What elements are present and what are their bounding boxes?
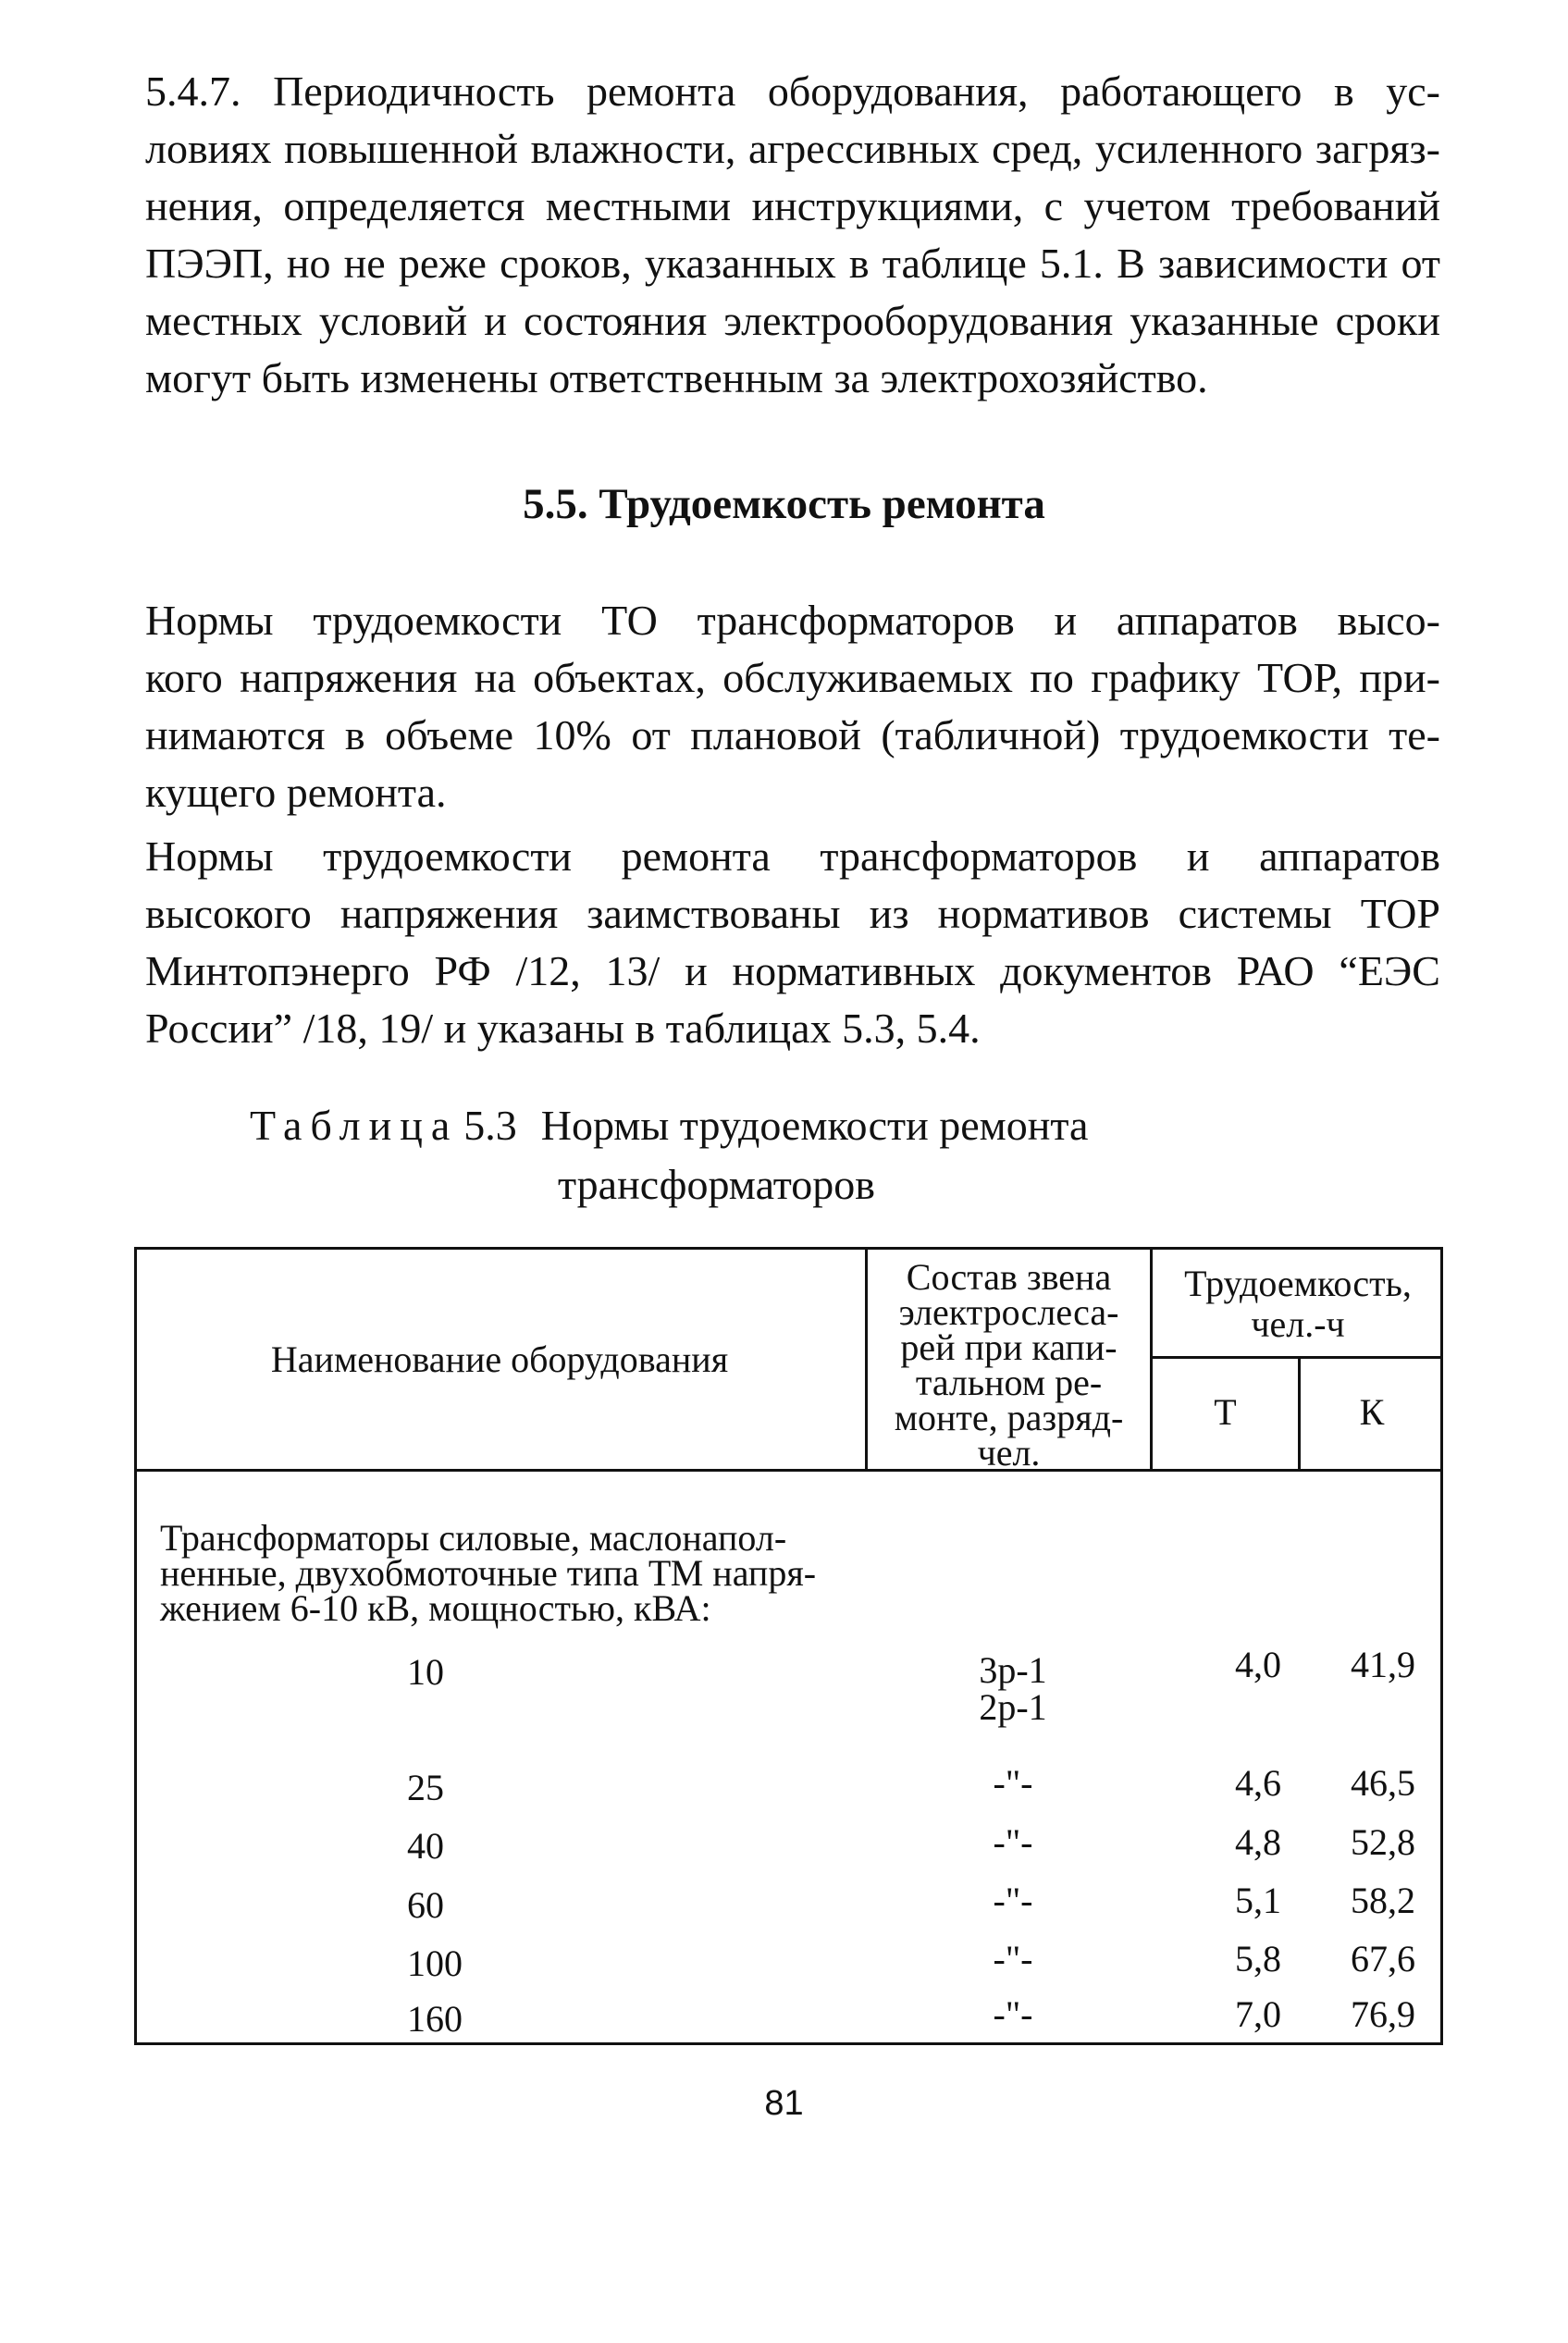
- table-row-power: 40: [407, 1825, 444, 1867]
- header-equipment-name: Наименование оборудования: [270, 1338, 729, 1380]
- text-line: 5.4.7. Периодичность ремонта оборудования, работающего в ус-: [145, 68, 1440, 115]
- header-crew-line: Состав звена: [906, 1256, 1112, 1298]
- table-row-k: 58,2: [1351, 1880, 1415, 1921]
- table-row-crew: -"-: [993, 1938, 1033, 1979]
- table-row-t: 5,8: [1235, 1938, 1281, 1979]
- header-crew: [868, 1256, 1150, 1474]
- table-row-t: 5,1: [1235, 1880, 1281, 1921]
- paragraph-repair-norms: [145, 828, 1440, 1057]
- header-labor-line: чел.-ч: [1251, 1303, 1345, 1345]
- table-row-k: 52,8: [1351, 1821, 1415, 1863]
- table-row-k: 41,9: [1351, 1644, 1415, 1685]
- group-title-line: Трансформаторы силовые, маслонапол-: [160, 1517, 787, 1559]
- table-caption-label: Таблица: [250, 1102, 459, 1149]
- text-line: кого напряжения на объектах, обслуживаемых по графику ТОР, при-: [145, 654, 1440, 701]
- text-line: местных условий и состояния электрооборудования указанные сроки: [145, 297, 1440, 344]
- text-line: кущего ремонта.: [145, 769, 447, 816]
- text-line: высокого напряжения заимствованы из нормативов системы ТОР: [145, 890, 1440, 937]
- table-row-power: 60: [407, 1884, 444, 1926]
- text-line: могут быть изменены ответственным за электрохозяйство.: [145, 354, 1208, 401]
- table-row-k: 76,9: [1351, 1993, 1415, 2035]
- text-line: Нормы трудоемкости ремонта трансформаторов и аппаратов: [145, 832, 1440, 880]
- text-line: Минтопэнерго РФ /12, 13/ и нормативных документов РАО “ЕЭС: [145, 947, 1440, 994]
- header-crew-line: электрослеса-: [898, 1291, 1119, 1333]
- table-row-power: 10: [407, 1651, 444, 1693]
- header-labor-line: Трудоемкость,: [1184, 1263, 1412, 1304]
- table-caption-number: 5.3: [463, 1102, 517, 1149]
- paragraph-5-4-7: [145, 63, 1440, 407]
- table-row-crew: [962, 1649, 1064, 1728]
- group-title-line: ненные, двухобмоточные типа ТМ напря-: [160, 1552, 817, 1594]
- header-crew-line: монте, разряд-: [894, 1397, 1124, 1438]
- table-row-k: 67,6: [1351, 1938, 1415, 1979]
- crew-line: 2р-1: [979, 1686, 1047, 1728]
- header-crew-line: тальном ре-: [915, 1362, 1103, 1403]
- table-row-crew: -"-: [993, 1993, 1033, 2035]
- table-row-k: 46,5: [1351, 1762, 1415, 1804]
- table-row-power: 25: [407, 1767, 444, 1808]
- labor-norms-table: [134, 1247, 1443, 2045]
- table-row-crew: -"-: [993, 1880, 1033, 1921]
- text-line: Нормы трудоемкости ТО трансформаторов и аппаратов высо-: [145, 597, 1440, 644]
- table-row-crew: -"-: [993, 1821, 1033, 1863]
- equipment-group-title: [160, 1517, 817, 1629]
- text-line: ловиях повышенной влажности, агрессивных сред, усиленного загряз-: [145, 125, 1440, 172]
- table-caption: [250, 1096, 1089, 1208]
- text-line: нимаются в объеме 10% от плановой (табличной) трудоемкости те-: [145, 711, 1440, 758]
- paragraph-to-norms: [145, 592, 1440, 821]
- table-row-t: 7,0: [1235, 1993, 1281, 2035]
- table-row-t: 4,8: [1235, 1821, 1281, 1863]
- subheader-divider: [1150, 1356, 1443, 1359]
- crew-line: 3р-1: [979, 1649, 1047, 1691]
- table-row-power: 100: [407, 1942, 463, 1984]
- page-number: 81: [764, 2084, 804, 2123]
- text-line: нения, определяется местными инструкциями, с учетом требований: [145, 182, 1440, 229]
- header-labor-t: Т: [1214, 1391, 1237, 1433]
- table-caption-title: Нормы трудоемкости ремонта: [540, 1102, 1089, 1149]
- group-title-line: жением 6-10 кВ, мощностью, кВА:: [160, 1587, 711, 1629]
- header-crew-line: рей при капи-: [900, 1326, 1117, 1368]
- table-row-t: 4,0: [1235, 1644, 1281, 1685]
- header-labor: [1153, 1264, 1443, 1345]
- header-crew-line: чел.: [977, 1432, 1041, 1474]
- table-row-power: 160: [407, 1998, 463, 2040]
- section-title: 5.5. Трудоемкость ремонта: [523, 480, 1045, 528]
- table-caption-title-line2: трансформаторов: [558, 1161, 876, 1208]
- table-row-crew: -"-: [993, 1762, 1033, 1804]
- text-line: России” /18, 19/ и указаны в таблицах 5.3, 5.4.: [145, 1005, 981, 1052]
- table-row-t: 4,6: [1235, 1762, 1281, 1804]
- header-divider: [134, 1469, 1443, 1472]
- text-line: ПЭЭП, но не реже сроков, указанных в таблице 5.1. В зависимости от: [145, 240, 1440, 287]
- header-labor-k: К: [1359, 1391, 1385, 1433]
